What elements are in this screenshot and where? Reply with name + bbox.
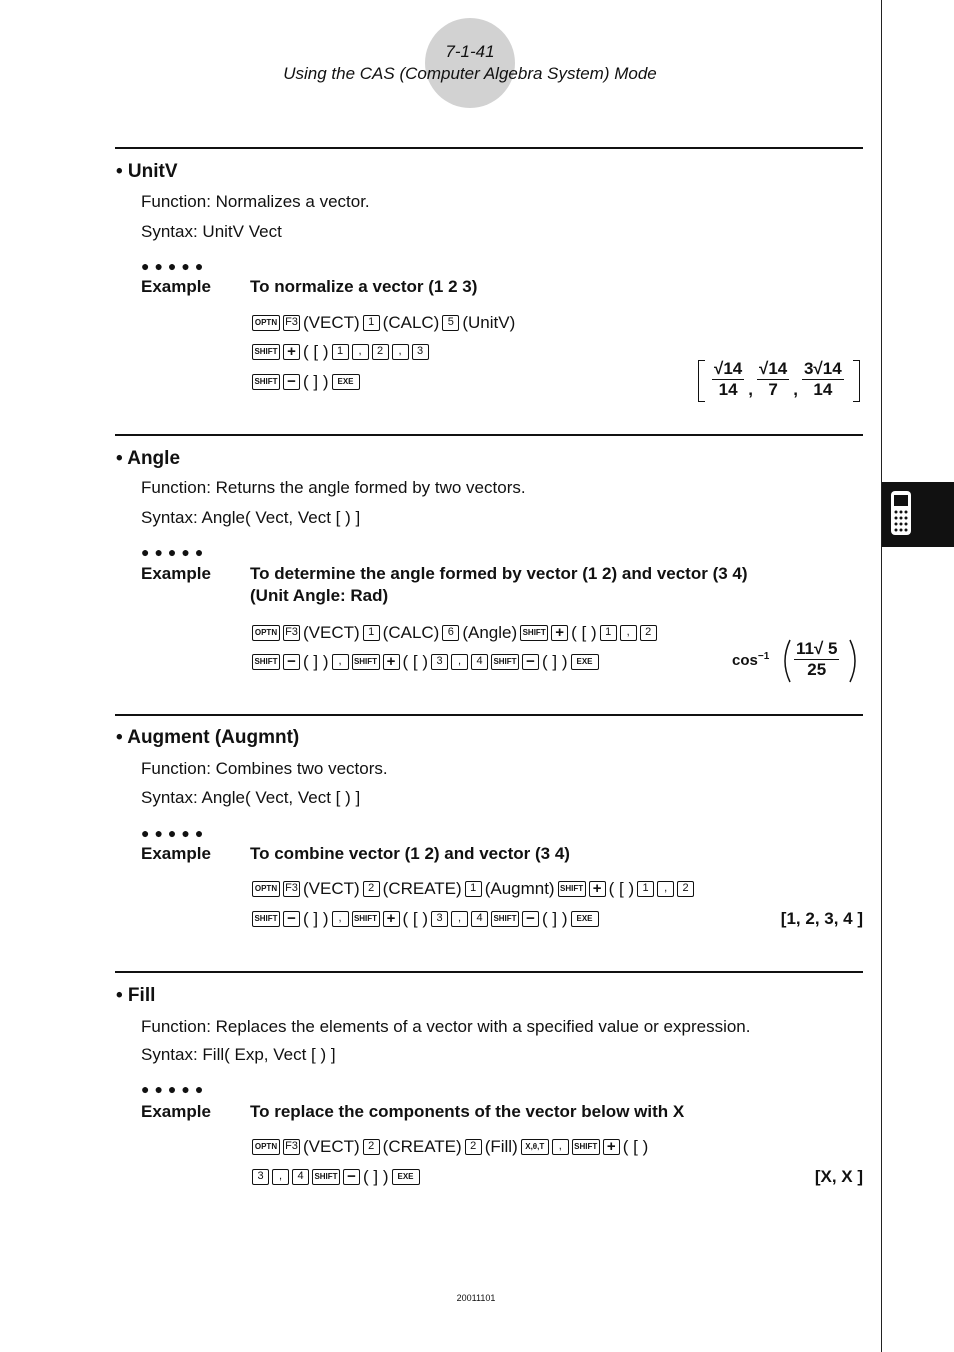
calculator-key: 1 bbox=[637, 881, 654, 897]
function-text: Function: Combines two vectors. bbox=[141, 759, 388, 778]
calculator-key: + bbox=[283, 344, 300, 360]
example-dots: ●●●●● bbox=[141, 1081, 209, 1097]
key-caption: ( ] ) bbox=[303, 652, 329, 671]
key-sequence bbox=[252, 879, 694, 899]
calculator-key: SHIFT bbox=[252, 374, 280, 390]
section-divider bbox=[115, 714, 863, 716]
calculator-key: F3 bbox=[283, 315, 300, 331]
calculator-key: SHIFT bbox=[252, 911, 280, 927]
example-dots: ●●●●● bbox=[141, 825, 209, 841]
calculator-key: , bbox=[552, 1139, 569, 1155]
example-label: Example bbox=[141, 277, 211, 296]
calculator-key: OPTN bbox=[252, 881, 280, 897]
calculator-key: 4 bbox=[471, 911, 488, 927]
calculator-key: 2 bbox=[640, 625, 657, 641]
example-title: To determine the angle formed by vector (1 2) and vector (3 4) (Unit Angle: Rad) bbox=[250, 564, 748, 605]
key-caption: ( [ ) bbox=[571, 623, 597, 642]
function-text: Function: Returns the angle formed by two vectors. bbox=[141, 478, 526, 497]
calculator-key: + bbox=[383, 911, 400, 927]
result-unitv: $\frac{√14}{14}$ , $\frac{√14}{7}$ , $\frac{3√14}{14}$ bbox=[698, 358, 860, 404]
calculator-key: SHIFT bbox=[491, 654, 519, 670]
key-caption: ( [ ) bbox=[402, 652, 428, 671]
calculator-key: 1 bbox=[600, 625, 617, 641]
calculator-key: 4 bbox=[292, 1169, 309, 1185]
key-sequence bbox=[252, 1137, 648, 1157]
calculator-key: 4 bbox=[471, 654, 488, 670]
key-caption: ( [ ) bbox=[402, 909, 428, 928]
key-caption: (VECT) bbox=[303, 313, 360, 332]
calculator-key: , bbox=[451, 911, 468, 927]
key-caption: ( [ ) bbox=[608, 879, 635, 898]
example-title: To combine vector (1 2) and vector (3 4) bbox=[250, 844, 570, 863]
calculator-key: F3 bbox=[283, 625, 300, 641]
example-dots: ●●●●● bbox=[141, 544, 209, 560]
example-title: To normalize a vector (1 2 3) bbox=[250, 277, 478, 296]
calculator-key: X,θ,T bbox=[521, 1139, 549, 1155]
example-label: Example bbox=[141, 1102, 211, 1121]
section-heading: • UnitV bbox=[116, 161, 178, 182]
syntax-text: Syntax: Fill( Exp, Vect [ ) ] bbox=[141, 1045, 336, 1064]
key-caption: ( [ ) bbox=[303, 342, 329, 361]
calculator-key: F3 bbox=[283, 881, 300, 897]
calculator-key: 2 bbox=[372, 344, 389, 360]
key-caption: ( ] ) bbox=[542, 652, 568, 671]
key-caption: (CREATE) bbox=[382, 1137, 462, 1156]
key-caption: (VECT) bbox=[303, 879, 360, 898]
calculator-key: SHIFT bbox=[572, 1139, 600, 1155]
calculator-key: , bbox=[332, 654, 349, 670]
function-text: Function: Normalizes a vector. bbox=[141, 192, 370, 211]
key-caption: (Fill) bbox=[484, 1137, 518, 1156]
calculator-key: − bbox=[283, 374, 300, 390]
key-caption: (UnitV) bbox=[462, 313, 516, 332]
calculator-key: EXE bbox=[392, 1169, 420, 1185]
key-sequence bbox=[252, 342, 429, 362]
result-angle: $\cos^{-1}$ $\frac{11√ 5}{25}$ bbox=[732, 638, 862, 684]
calculator-key: , bbox=[272, 1169, 289, 1185]
calculator-key: SHIFT bbox=[252, 654, 280, 670]
calculator-key: OPTN bbox=[252, 625, 280, 641]
calculator-key: , bbox=[620, 625, 637, 641]
key-caption: ( ] ) bbox=[303, 372, 329, 391]
key-caption: (Augmnt) bbox=[484, 879, 555, 898]
key-caption: ( [ ) bbox=[622, 1137, 649, 1156]
key-caption: (Angle) bbox=[462, 623, 518, 642]
syntax-text: Syntax: UnitV Vect bbox=[141, 222, 282, 241]
key-caption: (VECT) bbox=[303, 1137, 360, 1156]
result-augment: [1, 2, 3, 4 ] bbox=[780, 909, 863, 928]
key-caption: ( ] ) bbox=[303, 909, 329, 928]
calculator-key: , bbox=[392, 344, 409, 360]
calculator-key: OPTN bbox=[252, 1139, 280, 1155]
calculator-key: − bbox=[343, 1169, 360, 1185]
calculator-key: 6 bbox=[442, 625, 459, 641]
calculator-key: + bbox=[551, 625, 568, 641]
calculator-key: SHIFT bbox=[312, 1169, 340, 1185]
example-title: To replace the components of the vector below with X bbox=[250, 1102, 685, 1121]
calculator-key: SHIFT bbox=[352, 911, 380, 927]
calculator-key: 2 bbox=[465, 1139, 482, 1155]
key-caption: (VECT) bbox=[303, 623, 360, 642]
calculator-key: , bbox=[352, 344, 369, 360]
calculator-key: 1 bbox=[465, 881, 482, 897]
calculator-key: − bbox=[522, 654, 539, 670]
calculator-key: SHIFT bbox=[252, 344, 280, 360]
calculator-key: , bbox=[657, 881, 674, 897]
calculator-key: F3 bbox=[283, 1139, 300, 1155]
page-title: Using the CAS (Computer Algebra System) Mode bbox=[283, 64, 657, 83]
key-caption: ( ] ) bbox=[542, 909, 568, 928]
section-heading: • Fill bbox=[116, 985, 156, 1006]
key-caption: (CALC) bbox=[382, 623, 440, 642]
key-sequence bbox=[252, 652, 599, 672]
calculator-key: 5 bbox=[442, 315, 459, 331]
calculator-key: 3 bbox=[412, 344, 429, 360]
key-sequence bbox=[252, 623, 657, 643]
header-circle bbox=[425, 18, 515, 108]
calculator-key: + bbox=[589, 881, 606, 897]
calculator-key: 3 bbox=[252, 1169, 269, 1185]
calculator-key: EXE bbox=[571, 911, 599, 927]
section-heading: • Augment (Augmnt) bbox=[116, 727, 300, 748]
calculator-key: + bbox=[383, 654, 400, 670]
calculator-key: OPTN bbox=[252, 315, 280, 331]
chapter-tab bbox=[882, 482, 954, 547]
key-caption: (CALC) bbox=[382, 313, 440, 332]
key-sequence bbox=[252, 313, 515, 333]
section-heading: • Angle bbox=[116, 448, 181, 469]
syntax-text: Syntax: Angle( Vect, Vect [ ) ] bbox=[141, 788, 361, 807]
calculator-key: 3 bbox=[431, 911, 448, 927]
key-caption: ( ] ) bbox=[363, 1167, 389, 1186]
calculator-key: 2 bbox=[363, 881, 380, 897]
calculator-key: − bbox=[522, 911, 539, 927]
calculator-key: 2 bbox=[363, 1139, 380, 1155]
calculator-key: , bbox=[451, 654, 468, 670]
calculator-key: 1 bbox=[332, 344, 349, 360]
example-dots: ●●●●● bbox=[141, 258, 209, 274]
calculator-key: SHIFT bbox=[491, 911, 519, 927]
key-caption: (CREATE) bbox=[382, 879, 462, 898]
example-label: Example bbox=[141, 844, 211, 863]
calculator-key: SHIFT bbox=[352, 654, 380, 670]
right-margin-line bbox=[881, 0, 882, 1352]
calculator-key: EXE bbox=[571, 654, 599, 670]
syntax-text: Syntax: Angle( Vect, Vect [ ) ] bbox=[141, 508, 361, 527]
key-sequence bbox=[252, 372, 360, 392]
calculator-key: SHIFT bbox=[558, 881, 586, 897]
function-text: Function: Replaces the elements of a vector with a specified value or expression. bbox=[141, 1017, 751, 1036]
footer-code: 20011101 bbox=[456, 1293, 496, 1303]
calculator-key: − bbox=[283, 654, 300, 670]
calculator-key: 1 bbox=[363, 625, 380, 641]
section-divider bbox=[115, 434, 863, 436]
example-label: Example bbox=[141, 564, 211, 583]
calculator-icon bbox=[890, 490, 912, 536]
calculator-key: 1 bbox=[363, 315, 380, 331]
result-fill: [X, X ] bbox=[814, 1167, 863, 1186]
calculator-key: 2 bbox=[677, 881, 694, 897]
key-sequence bbox=[252, 1167, 420, 1187]
section-divider bbox=[115, 147, 863, 149]
calculator-key: 3 bbox=[431, 654, 448, 670]
key-sequence bbox=[252, 909, 599, 929]
calculator-key: + bbox=[603, 1139, 620, 1155]
calculator-key: EXE bbox=[332, 374, 360, 390]
calculator-key: SHIFT bbox=[520, 625, 548, 641]
calculator-key: − bbox=[283, 911, 300, 927]
calculator-key: , bbox=[332, 911, 349, 927]
section-divider bbox=[115, 971, 863, 973]
page-number: 7-1-41 bbox=[445, 42, 495, 61]
